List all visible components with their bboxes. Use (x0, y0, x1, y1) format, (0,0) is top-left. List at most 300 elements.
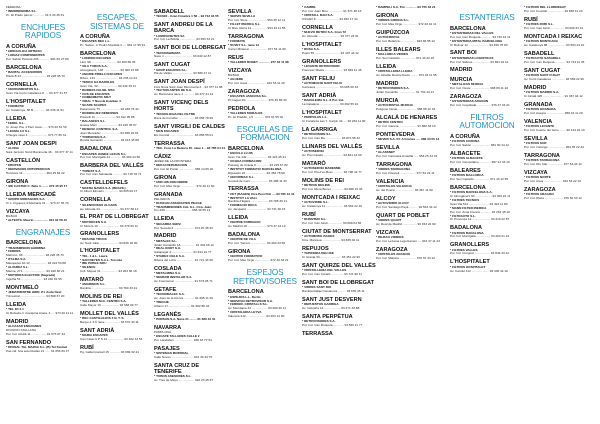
listing-entry: Av. Industria 14 ................... 93 371 33 88 (302, 306, 360, 310)
listing-entry: Rambla ............................... 93 790 33 21 (80, 287, 138, 291)
listing-entry: Pol. Ind. Riera Bonet .............. 93 668 19 45 (302, 187, 363, 191)
listing-entry: Pol. Ind. Can Roqueta ............ 93 720 44 11 (450, 35, 511, 39)
listing-entry: Masqueles 10-12 ................... 93 224 53 88 (6, 262, 66, 266)
listing-entry: FEDENSA · (6, 6, 23, 9)
listing-entry: * CRISTALLERIA DEL VALLÈS (302, 269, 347, 273)
listing-entry: C/Segre nave 1 ...................... 973 77 85 31 (6, 133, 67, 137)
listing-entry: Pol. Ind. Calonge ................... 954 35 22 44 (524, 146, 584, 150)
city-heading: L'HOSPITALET (302, 41, 342, 48)
listing-entry: * CRISTALERIA LEYVA (228, 311, 262, 315)
listing-entry: C/ Alcalá 420 ........................ 91 367 44 12 (524, 94, 583, 98)
listing-entry: * TRANSMISIONES CAL S.L. Ctra. Jaén (154, 205, 212, 209)
listing-entry: Marroco, 68 ......................... 93 228 35 73 (6, 254, 64, 258)
listing-entry: Pas.cal. hna autorizadas 21 ...... 91 656 89 37 (6, 349, 70, 353)
listing-entry: * ESCOLA LLUÍS (228, 152, 253, 156)
city-heading: CORNELLA (80, 197, 112, 204)
city-heading: LLINARS DEL VALLÈS (302, 143, 363, 150)
listing-entry: Calle Mayor 16 .................... 93 668 09 77 (80, 304, 138, 308)
listing-entry: Marina, 271 .......................... 93 248 80 21 (6, 270, 65, 274)
listing-entry: * TEL 1D 2.1 (6, 307, 24, 311)
listing-entry: * MANN FILTER IBÉRICA (450, 206, 487, 210)
listing-entry: Gran Vía, 32 ...................... 93 432 45 11 (80, 84, 137, 88)
city-heading: VIZCAYA (524, 169, 548, 176)
listing-entry: Pg. Gallart parcell 15 ............ 93 699 32 41 (80, 351, 139, 355)
listing-entry: * TAPICERIA DELUXE (302, 252, 334, 256)
listing-entry: PELIGROS (154, 197, 170, 201)
city-heading: MONTMELÓ (6, 284, 39, 291)
listing-entry: * EBOTEN (6, 163, 21, 167)
city-heading: SANT VIRGILI DE CALDES (154, 123, 225, 130)
listing-entry: * MALLORCA VIDRES (376, 53, 409, 57)
listing-entry: * MARÍA ESCAPES (80, 334, 108, 338)
listing-entry: * ESCAPES JANCOSA S.L. (228, 94, 268, 98)
listing-entry: * ESTANTERIAS LOGÍSTICAS (450, 56, 494, 60)
city-heading: RUBÍ (80, 345, 94, 352)
section-title: ESCAPES, SISTEMAS DE (90, 13, 144, 31)
city-heading: RUBÍ (302, 211, 316, 218)
listing-entry: Pol. Ind. Can Salvatella ........... 93 718 78 71 (80, 173, 142, 177)
listing-entry: Av. Real de Madrid ................ 96 153 22 90 (376, 223, 436, 227)
listing-entry: Calle Nuevo ......................... 943 39 44 75 (154, 355, 213, 359)
listing-entry: Pol. Ind. Riu Clar ................. 977 54 44 12 (524, 163, 582, 167)
section-title: ENCHUFES RAPIDOS (20, 22, 66, 41)
city-heading: SEVILLA (228, 9, 252, 15)
listing-entry: * TALLERES MORALES (228, 112, 263, 115)
listing-entry: * AUTOCRISTAL MURCIA (376, 104, 414, 108)
city-heading: BARCELONA (6, 64, 42, 71)
city-heading: TERRASSA (154, 140, 185, 147)
listing-entry: Valencia 212 ...................... 93 453 12 90 (228, 315, 285, 319)
city-heading: MONTCADA I REIXAC (302, 194, 361, 201)
city-heading: VIZCAYA (228, 67, 252, 74)
listing-entry: Coll. Miquel 31 ................... 93 263 50 18 (80, 270, 137, 274)
listing-entry: * VIDRES GIRONA S.L. (376, 19, 410, 23)
listing-entry: Km 430 .............................. 958 40 55 14 (154, 209, 211, 213)
city-heading: VALENCIA (524, 118, 553, 125)
listing-entry: Consell de Cent .................... 93 488 11 33 (228, 179, 287, 183)
city-heading: MADRID (450, 67, 473, 74)
listing-entry: * DAMPELI S.A. Pol. ............ 93 755 33 21 (376, 6, 436, 9)
city-heading: GIRONA (376, 12, 399, 19)
city-heading: LLEIDA MERCADÉ (6, 191, 56, 198)
listing-entry: * SERVIS SEVILLA (228, 15, 256, 19)
listing-entry: * FILTRES VALLÈS (450, 248, 478, 252)
listing-entry: Pol. Ind. Santiago Payá .......... 96 533 44 12 (376, 206, 437, 210)
listing-entry: * FILTRES TARRAGONA (524, 159, 560, 163)
city-heading: CORNELLA (6, 81, 38, 88)
listing-entry: Av. Pau Casals ...................... 93 841 12 09 (302, 153, 362, 157)
listing-entry: Pol. Sabón Parcela 205 ............ 981 60 27 80 (6, 57, 69, 61)
listing-entry: Pol. Ind. Fonollar .................. 93 656 11 23 (524, 9, 583, 13)
section-title: FILTROS AUTOMOCION (459, 112, 515, 131)
city-heading: TARRAGONA (228, 33, 264, 40)
listing-entry: Diputació 22 ....................... 93 454 78 90 (228, 171, 285, 175)
listing-entry: * STAREX OGLE S.A. (154, 255, 185, 259)
listing-entry: * FILTROS HOSPITALET (450, 265, 486, 269)
directory-section (80, 14, 154, 355)
listing-entry: * CRISTALES ARAGÓN (376, 253, 410, 257)
listing-entry: Pol. Son Castelló ................. 971 43 22 10 (376, 57, 435, 61)
listing-entry: * TEC. Fons La Bedoca P.I. nave 1 .. 93 785 04 44 (154, 146, 225, 150)
listing-entry: * ESCAPES BEX L.L. (80, 40, 111, 44)
city-heading: BALEARES (450, 167, 481, 174)
listing-entry: * SEGARRA SERV. (154, 222, 182, 226)
listing-entry: * TALLERES M.G. CENTRO S.A. (80, 300, 127, 304)
directory-section (450, 14, 524, 108)
listing-entry: Pol. Ind. Fuente del Jarro ....... 96 134 22 10 (524, 129, 585, 133)
listing-entry: * ESTANTERIAS DEL VALLES (450, 31, 494, 35)
listing-entry: Can Casa G P S 14 .................. 93 462 33 54 (80, 338, 143, 342)
city-heading: COSLADA (154, 266, 182, 273)
city-heading: NAVARRA (154, 324, 182, 331)
listing-entry: * SILENCIOSOS ALCARS (80, 203, 117, 207)
listing-entry: * RETROVISORES S.A. (302, 320, 336, 324)
city-heading: GUIPÚZCOA (376, 29, 410, 36)
city-heading: BADALONA (450, 225, 483, 232)
listing-entry: * FILTRES TÈCNICS (450, 198, 480, 202)
listing-entry: Av. Corts Catalanes ............... 93 589 22 90 (524, 77, 584, 81)
city-heading: ZARAGOZA (228, 88, 260, 95)
listing-entry: * FILTROS CORUÑA (450, 140, 480, 144)
listing-entry: * METÁLICAS MURCIA (450, 82, 484, 86)
directory-section (302, 6, 376, 337)
city-heading: L'HOSPITALET (6, 98, 46, 105)
listing-entry: C/Fabril 8 .......................... 93 452 17 44 (302, 17, 358, 21)
directory-section (228, 9, 302, 120)
city-heading: BARCELONA (450, 184, 486, 191)
listing-entry: Pol. Son Castelló ................. 971 43 12 55 (450, 178, 509, 181)
listing-entry: Pisarelli 11 ....................... 93 312 95 86 (80, 116, 135, 119)
listing-entry: Pol. Ind. Cogullada ................ 976 47 33 21 (450, 103, 510, 107)
listing-entry: Pol. Ind. La Bòbila .................. 93 653 33 21 (154, 38, 215, 42)
directory-section (524, 6, 598, 201)
city-heading: VIZCAYA (6, 208, 30, 215)
listing-entry: * LEUMA 3.0 S.L. (6, 129, 31, 133)
column-1 (6, 6, 80, 420)
listing-entry: * COS DE ESCAPES (80, 92, 110, 96)
listing-entry: * RETROS MOLINS (302, 183, 330, 187)
listing-entry: Pol. Ind. Asua ..................... 944 53 11 29 (228, 81, 285, 85)
listing-entry: * RUBIVISIO S.L. (302, 218, 327, 221)
listing-entry: * TECNIX · Gran Fimebra 1 58 .. 93 712 34 55 (154, 15, 219, 19)
listing-entry: * FILTROS ALBACETE (450, 157, 483, 161)
listing-entry: Pol. Ind. Can Illa .................. 93 871 55 42 (302, 136, 360, 140)
listing-entry: * JEMATRENTRE HIDR. P.I. Avda Oest (6, 290, 62, 294)
listing-entry: * VIDAL Y Nuvola Esteban 4 (80, 100, 121, 104)
listing-entry: C/ Motors 10 ........................ 93 379 56 11 (80, 224, 138, 228)
listing-entry: Rambla d'Egara .................... 93 788 33 21 (228, 200, 288, 204)
listing-entry: Pol. Ind. Oeste ..................... 968 80 11 22 (450, 86, 509, 90)
listing-entry: * AUTOVIDRE S.L. (302, 200, 329, 204)
listing-entry: * FORMATE (228, 40, 246, 44)
listing-entry: * METALEX S.L. (154, 239, 178, 243)
city-heading: CORNELLA (302, 24, 334, 31)
listing-entry: * SUVET S.L. nave 12 (228, 43, 260, 47)
listing-entry: * FERRER, CRISTALLS S.L. (228, 303, 269, 307)
listing-entry: C/ Rebuda c/ Joanipina Aneta, 4 .... 973 20 11 11 (6, 311, 74, 315)
listing-entry: Pol. Ind. Mas Xirgu ................. 972 40 33 21 (228, 259, 289, 263)
listing-entry: * ESPEJOS L.L. Berlín (228, 295, 261, 299)
city-heading: SANT ANDREU DE LA BARCA (154, 22, 213, 35)
listing-entry: * BARALEIRA S.L. 8 Pol. Ind. (302, 98, 345, 102)
directory-section (376, 6, 450, 261)
listing-entry: * ESCAPES HANKE LEXUS S.L. (80, 152, 127, 156)
listing-entry: * ALCAZAR ENGRANES (6, 324, 42, 328)
listing-entry: Pol. Ind. Sabón ..................... 981 60 44 12 (450, 143, 509, 147)
listing-entry: * PERPOLAS L.L. (302, 115, 328, 119)
listing-entry: * OCHOA FORMACIÓN (228, 160, 262, 164)
city-heading: MATARÓ (80, 277, 104, 284)
listing-entry: Ctra. Manresa ..................... 93 835 02 11 (302, 238, 360, 242)
listing-entry: Llull, 98 ............................. 93 309 86 45 (80, 61, 136, 65)
listing-entry: * INSTITUT FORMATIU BARCELONA (228, 167, 282, 171)
listing-entry: * SENSOR INSTALAR S.A. (154, 276, 193, 280)
listing-entry: * LUMOVASETES SA (154, 34, 185, 38)
listing-entry: * GLASSNET (376, 151, 395, 155)
listing-entry: * REPUESTOS GARRIGA (302, 303, 339, 307)
listing-entry: Av. Meridiana 33 .................. 93 309 40 11 (228, 307, 286, 311)
listing-entry: Pol. Ind. Francolí .................. 977 54 22 11 (376, 172, 435, 176)
city-heading: MONTCADA I REIXAC (524, 33, 583, 40)
listing-entry: * ESCAPE TALLERES CALLE 2 (154, 335, 200, 339)
section-title: ESCUELAS DE FORMACION (236, 124, 294, 143)
listing-entry: La Catalana ....................... 93 462 55 10 (302, 102, 359, 106)
listing-entry: Av. Madrid 18 ...................... 973 27 44 12 (228, 225, 286, 229)
city-heading: BARCELONA (228, 146, 264, 152)
listing-entry: * TECNOSHIMATA (154, 51, 181, 55)
listing-entry: Francesc Macià ..................... 93 849 11 45 (302, 68, 362, 72)
listing-entry: Av. Juan de la Cierva ............ 91 695 11 29 (154, 297, 213, 301)
listing-entry: Carrer Miramar .................... 977 54 11 90 (228, 47, 286, 51)
listing-entry: * TECNOMALEC S.A. (154, 293, 185, 297)
city-heading: REPUJOS (302, 245, 329, 252)
listing-entry: * AUTOVIDRIO ALCOY (376, 202, 409, 206)
listing-entry: * CRISTALES VALENCIA (376, 185, 412, 189)
city-heading: MURCIA (376, 97, 399, 104)
listing-entry: Pol. Ind. Salines ................... 93 654 22 11 (450, 60, 509, 64)
listing-entry: * ALTEXTIL Maurin ................ 944 32 58 10 (6, 218, 67, 222)
listing-entry: Passeig de Gràcia 8 .............. 93 215 67 82 (228, 163, 288, 167)
city-heading: L'HOSPITALET (450, 259, 490, 266)
listing-entry: Gran Vía 142 ....................... 93 423 45 21 (228, 156, 286, 160)
listing-entry: * HIDRAULICA ARTEIXO (6, 50, 42, 54)
listing-entry: * GRUP ESCAPES S.L. (154, 68, 188, 72)
city-heading: QUART DE POBLET (376, 213, 430, 220)
listing-entry: * FILTROS BADALONA (450, 231, 484, 235)
listing-entry: * SISTEMAS MOPORAL (154, 352, 189, 356)
directory-section (6, 6, 80, 18)
city-heading: SANTA CRUZ DE TENERIFE (154, 362, 200, 376)
directory-section (228, 126, 302, 263)
city-heading: A CORUÑA (450, 133, 480, 140)
city-heading: ZARAGOZA (524, 186, 556, 193)
column-6 (376, 6, 450, 420)
listing-entry: * BILBAO VIDRIOS (376, 236, 404, 240)
listing-entry: * AUTOCRISTAL (376, 36, 400, 40)
listing-entry: * IBE POBLE NOU (80, 262, 107, 266)
listing-entry: * BSC CASTILLEJOS 4 N. T. S. (80, 317, 125, 321)
city-heading: L'HOSPITALET (80, 248, 120, 255)
listing-entry: Pol. Ind. Zona Franca ............ 93 263 45 10 (450, 210, 510, 214)
listing-entry: Gran Vía Corts Catalanes 8 .... 93 377 31 57 (6, 91, 68, 95)
listing-entry: * SILENCE (80, 266, 96, 270)
listing-entry: * FILTROS BARCELONA S.A. (450, 191, 493, 195)
city-heading: BADALONA (228, 232, 261, 239)
city-heading: ALCALÁ DE HENARES (376, 115, 438, 121)
listing-entry: Av. Almeda 44 ...................... 93 377 80 12 (80, 207, 139, 211)
listing-entry: * NEVER S.A. P.I. A Granxa ..... 986 34 55 12 (376, 138, 440, 142)
listing-entry: * BANTAL ACCESORIOS (6, 71, 43, 75)
listing-entry: Joan Mercader ..................... 93 458 22 81 (80, 131, 139, 135)
city-heading: A CORUÑA (80, 34, 110, 41)
city-heading: GETAFE (154, 286, 177, 293)
listing-entry: Riera de Fonollar .................. 93 656 78 99 (154, 116, 213, 120)
city-heading: LLEIDA (376, 63, 397, 70)
listing-entry: * LEVANTE RETROVISOR (302, 64, 340, 68)
city-heading: BARCELONA (6, 240, 42, 247)
listing-entry: Pol. Ind. Torrent .................. 93 460 34 56 (228, 242, 286, 246)
listing-entry: * FILTRAUTO SABADELL (524, 57, 562, 61)
listing-entry: * AGUERE (228, 77, 244, 81)
listing-entry: * MAFRA NAVES S.A. (BRAZIL) (80, 186, 126, 190)
listing-entry: * TUBOS ASESORES S.L. (154, 375, 192, 379)
listing-entry: * INSTITUT LA VALL (228, 196, 258, 200)
listing-entry: * FORMACIÓ ROCA (228, 204, 257, 208)
listing-entry: * RETRO CENTRO (376, 121, 403, 125)
listing-entry: * VIDRES QUART (376, 219, 402, 223)
listing-entry: Pol. Landaben ..................... 948 18 77 54 (154, 338, 212, 342)
listing-entry: * KRAUSE TRUCK (80, 237, 107, 241)
listing-entry: * FILTROS ARAGÓN (524, 193, 554, 197)
city-heading: TERRASSA (228, 186, 259, 193)
listing-entry: Pol. Ind. Can Canals .............. 93 721 90 11 (302, 272, 362, 276)
listing-entry: * NUEVO RETRO S.A. Gran 72 (302, 30, 347, 34)
listing-entry: * MOTORCEN S.A. (80, 220, 107, 224)
listing-entry: * FILTROS GRANADA (524, 108, 556, 112)
listing-entry: C/ Albert Einstein ................ 93 665 09 17 (80, 190, 138, 194)
city-heading: SANT CUGAT (154, 62, 191, 69)
listing-entry: * AUTOMOBIL BAGES (302, 235, 335, 239)
listing-entry: Pol. Ind. Mas Xirgu ................. 972 20 44 11 (376, 23, 437, 27)
city-heading: GRANOLLERS (450, 242, 490, 249)
listing-entry: Plaza B 13 ............................ 93 228 95 70 (6, 74, 65, 78)
listing-entry: C/ Almogàvers 90 ................... 93 309 22 11 (450, 195, 511, 199)
listing-entry: * FORMATIC (6, 105, 25, 109)
listing-entry: Pol. Ind. El Portal .................. 956 14 66 22 (154, 167, 214, 171)
listing-entry: Av. Tres de Mayo .................. 922 23 45 67 (154, 379, 214, 383)
city-heading: LLEIDA (154, 216, 175, 223)
listing-entry: * VILA TUBOS S.A. (80, 65, 108, 69)
listing-entry: Pla de Vallès ....................... 93 589 47 11 (154, 72, 212, 76)
listing-entry: * TEL. 1 & L. Laura (80, 254, 108, 258)
listing-entry: * CEFORMAC S.L. (228, 175, 255, 179)
listing-entry: * TUBEST S.A. (80, 169, 102, 173)
listing-entry: * AUTOSERVEI MARESME (302, 166, 341, 170)
listing-entry: Pol. Ind. Store ..................... 954 35 12 11 (228, 19, 286, 23)
listing-entry: Eix Central ............................ 93 865 55 01 (154, 133, 213, 137)
listing-entry: Nave 1 ................................ 93 640 12 87 (154, 55, 212, 59)
column-3 (154, 6, 228, 420)
city-heading: GRANADA (524, 101, 553, 108)
city-heading: LLEIDA (228, 215, 249, 222)
city-heading: LLEIDA (6, 115, 27, 122)
listing-entry: * DIVINAL TAL MAZDA S.L. (B) Tel.Taumel (6, 345, 68, 349)
listing-entry: Pol. Ind. Belartza .................. 943 36 55 12 (376, 40, 435, 44)
city-heading: ZARAGOZA (450, 93, 482, 100)
listing-entry: * ALVAREZ S.L. (6, 266, 29, 270)
city-heading: EL PRAT DE LLOBREGAT (80, 214, 149, 221)
city-heading: MADRID (524, 84, 547, 91)
section-title: ENGRANAJES (15, 227, 71, 237)
listing-entry: Pol. Ind. Campollano ............. 967 21 33 10 (450, 160, 510, 164)
listing-entry: * ESTANTERIAS ARAGÓN (450, 99, 489, 103)
city-heading: TARRAGONA (524, 152, 560, 159)
city-heading: LLEIDA (6, 301, 27, 308)
listing-entry: Av. Catalunya, 58 B ............. 93 238 11 51 (6, 108, 64, 112)
listing-entry: * AUTOSERVEI (302, 149, 324, 153)
listing-entry: Pl.Cagua Pd. ........................ 976 45 89 33 (228, 98, 287, 102)
city-heading: SANT ADRIÀ (302, 92, 337, 99)
listing-entry: * PORSAN S.A. Nave 21 ........ 91 686 42 31 (154, 318, 216, 321)
listing-entry: BILBAO · (6, 214, 20, 218)
listing-entry: Julián Camarillo 18 ................ 91 304 66 12 (154, 243, 214, 247)
listing-entry: Pol. Ind. Can Roqueta ............ 93 723 11 45 (524, 60, 585, 64)
listing-entry: * MCN ESCAPES (154, 129, 179, 133)
listing-entry: Pol. Ind. Malpica ................... 976 57 33 12 (376, 257, 435, 261)
listing-entry: Av. Catalunya 11 .................... 93 564 22 15 (302, 204, 363, 208)
listing-entry: C/ Bolívar 12 ....................... 93 456 78 90 (450, 43, 508, 47)
listing-entry: Gran Via 512 ....................... 93 423 11 80 (450, 202, 508, 206)
listing-entry: * FILTRES RUBÍ S.L. (524, 23, 554, 27)
listing-entry: Rambla Rafael Casanova ......... 93 630 45 11 (302, 289, 365, 293)
listing-entry: Pol. Ind. Alcalá 11 ................. 91 675 87 34 (6, 332, 65, 336)
listing-entry: * BORRAS FALNIL 8/SC (80, 88, 115, 92)
listing-entry: * FILTROS DEL LLOBREGAT (524, 6, 566, 9)
city-heading: ALCOY (376, 196, 396, 203)
listing-entry: P.I. El Pradillo, p 5 ............ 976 61 55 02 (228, 115, 284, 119)
listing-entry: P.I. El Prado parcel ............. 91 6 33 36 51 (6, 13, 65, 17)
listing-entry: * DESENV. CONTROL S.A. (80, 127, 119, 131)
listing-entry: Av. Catalunya 88 .................... 93 564 44 10 (524, 43, 585, 47)
listing-entry: Galapagar 4 ........................ 91 644 21 77 (154, 251, 212, 255)
listing-entry: * AMARINOS S.L. (80, 283, 106, 287)
city-heading: CÁDIZ (154, 153, 172, 160)
listing-entry: * INMOBIDERMA S.L. (6, 9, 37, 13)
city-heading: SANT CUGAT (524, 67, 561, 74)
listing-entry: Pol. Ind. Garena .................... 91 882 33 10 (376, 125, 436, 129)
listing-entry: Av. Jacquard ....................... 93 731 90 15 (228, 208, 286, 212)
column-2 (80, 6, 154, 420)
city-heading: GIRONA (154, 174, 177, 181)
listing-entry: C/ Provença 12 ..................... 93 410 22 87 (450, 218, 510, 222)
city-heading: CIUTAT DE MONTSERRAT (302, 228, 372, 235)
city-heading: RUBÍ (524, 16, 538, 23)
listing-entry: BILBAO (228, 74, 240, 78)
listing-entry: * ITALMA S.A. (6, 258, 27, 262)
city-heading: SANT FELIU (302, 75, 335, 82)
city-heading: REUS (228, 54, 244, 61)
city-heading: PEDROLA (228, 105, 256, 112)
listing-entry: * ESTANTERIA MITAL BARCELONA (450, 39, 503, 43)
city-heading: MATARÓ (302, 160, 326, 167)
listing-entry: * FILTROS LEVANTE (524, 125, 555, 129)
listing-entry: Carretera ........................... 93 685 09 33 (302, 85, 359, 89)
city-heading: GRANOLLERS (302, 58, 342, 65)
listing-entry: JEREZ DE LA FRONTERA (154, 159, 192, 163)
city-heading: MADRID (376, 80, 399, 87)
city-heading: LEGANÉS (154, 311, 182, 318)
listing-entry: * CENTRE DE VILA (228, 238, 256, 242)
